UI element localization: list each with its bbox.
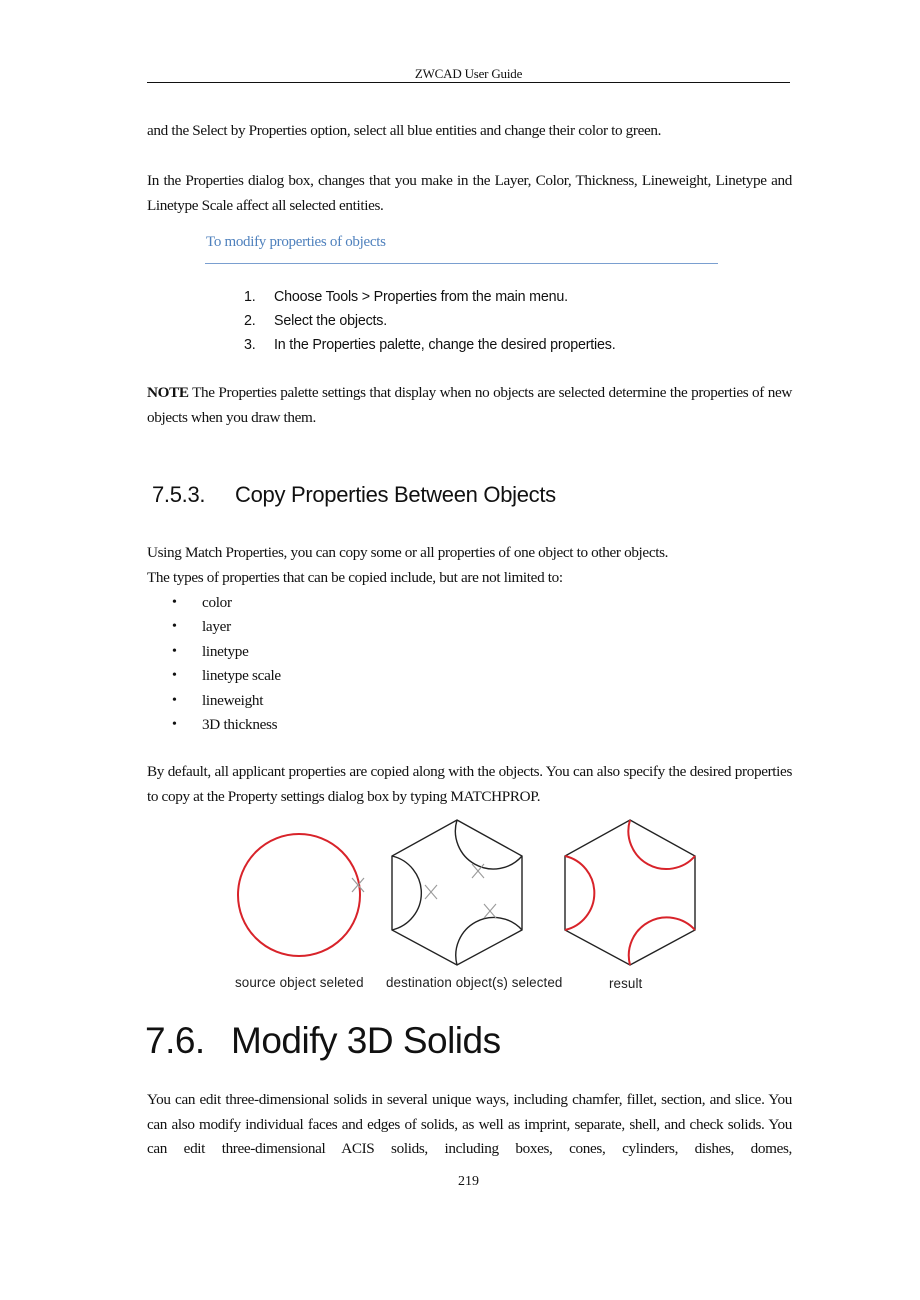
bullet-icon: • — [172, 668, 177, 684]
page-number: 219 — [458, 1174, 479, 1189]
bullet-icon: • — [172, 643, 177, 659]
list-item — [172, 713, 281, 737]
list-item — [172, 689, 281, 713]
list-item-text: linetype scale — [202, 667, 281, 685]
step-number: 1. — [244, 289, 256, 305]
destination-hexagon-icon — [392, 820, 522, 965]
section-heading-7-6 — [145, 1020, 501, 1062]
procedure-step — [244, 333, 615, 357]
list-item-text: layer — [202, 618, 231, 636]
note-text: The Properties palette settings that display when no objects are selected determine the properties of new objects when you draw them. — [147, 384, 792, 426]
bullet-icon: • — [172, 619, 177, 635]
step-number: 3. — [244, 337, 256, 353]
modify-solids-paragraph: You can edit three-dimensional solids in several unique ways, including chamfer, fillet, section, and slice. You can also modify individual faces and edges of solids, as well as imprint, separate, shell, and check solids. You can edit three-dimensional ACIS solids, including boxes, cones, cylinders, dishes, domes, — [147, 1091, 792, 1157]
default-copy-paragraph: By default, all applicant properties are copied along with the objects. You can also specify the desired properties to copy at the Property settings dialog box by typing MATCHPROP. — [147, 763, 792, 805]
source-circle-icon — [238, 834, 364, 956]
bullet-icon: • — [172, 595, 177, 610]
procedure-title: To modify properties of objects — [206, 234, 386, 250]
caption-destination: destination object(s) selected — [386, 975, 563, 990]
step-number: 2. — [244, 313, 256, 329]
match-properties-figure — [228, 812, 708, 997]
property-types-list — [172, 591, 281, 737]
section-number: 7.5.3. — [152, 482, 206, 507]
step-text: Choose Tools > Properties from the main menu. — [274, 289, 568, 305]
intro-paragraph-1: and the Select by Properties option, select all blue entities and change their color to green. — [147, 122, 662, 139]
list-item — [172, 591, 281, 615]
bullet-icon: • — [172, 692, 177, 708]
note-paragraph — [147, 381, 792, 430]
note-label: NOTE — [147, 384, 189, 401]
list-item-text: 3D thickness — [202, 716, 278, 734]
list-item-text: color — [202, 594, 232, 611]
step-text: Select the objects. — [274, 313, 388, 329]
procedure-step — [244, 285, 615, 309]
step-text: In the Properties palette, change the desired properties. — [274, 337, 616, 353]
property-types-intro: The types of properties that can be copied include, but are not limited to: — [147, 569, 563, 586]
list-item-text: linetype — [202, 642, 249, 660]
match-properties-paragraph: Using Match Properties, you can copy some or all properties of one object to other objects. — [147, 544, 669, 561]
procedure-step — [244, 309, 615, 333]
procedure-steps — [244, 285, 615, 357]
intro-paragraph-2: In the Properties dialog box, changes that you make in the Layer, Color, Thickness, Lineweight, Linetype and Linetype Scale affect all selected entities. — [147, 172, 792, 214]
running-header: ZWCAD User Guide — [414, 66, 523, 81]
list-item — [172, 664, 281, 688]
list-item — [172, 615, 281, 639]
caption-result: result — [609, 976, 643, 991]
procedure-rule — [205, 263, 718, 264]
figure-drawing — [228, 812, 708, 997]
header-rule — [147, 82, 790, 83]
section-title: Modify 3D Solids — [231, 1020, 501, 1061]
section-heading-7-5-3 — [152, 482, 556, 508]
result-hexagon-icon — [565, 820, 695, 965]
caption-source: source object seleted — [235, 975, 364, 990]
section-number: 7.6. — [145, 1020, 205, 1061]
bullet-icon: • — [172, 717, 177, 733]
list-item-text: lineweight — [202, 691, 264, 709]
section-title: Copy Properties Between Objects — [235, 482, 556, 507]
list-item — [172, 640, 281, 664]
